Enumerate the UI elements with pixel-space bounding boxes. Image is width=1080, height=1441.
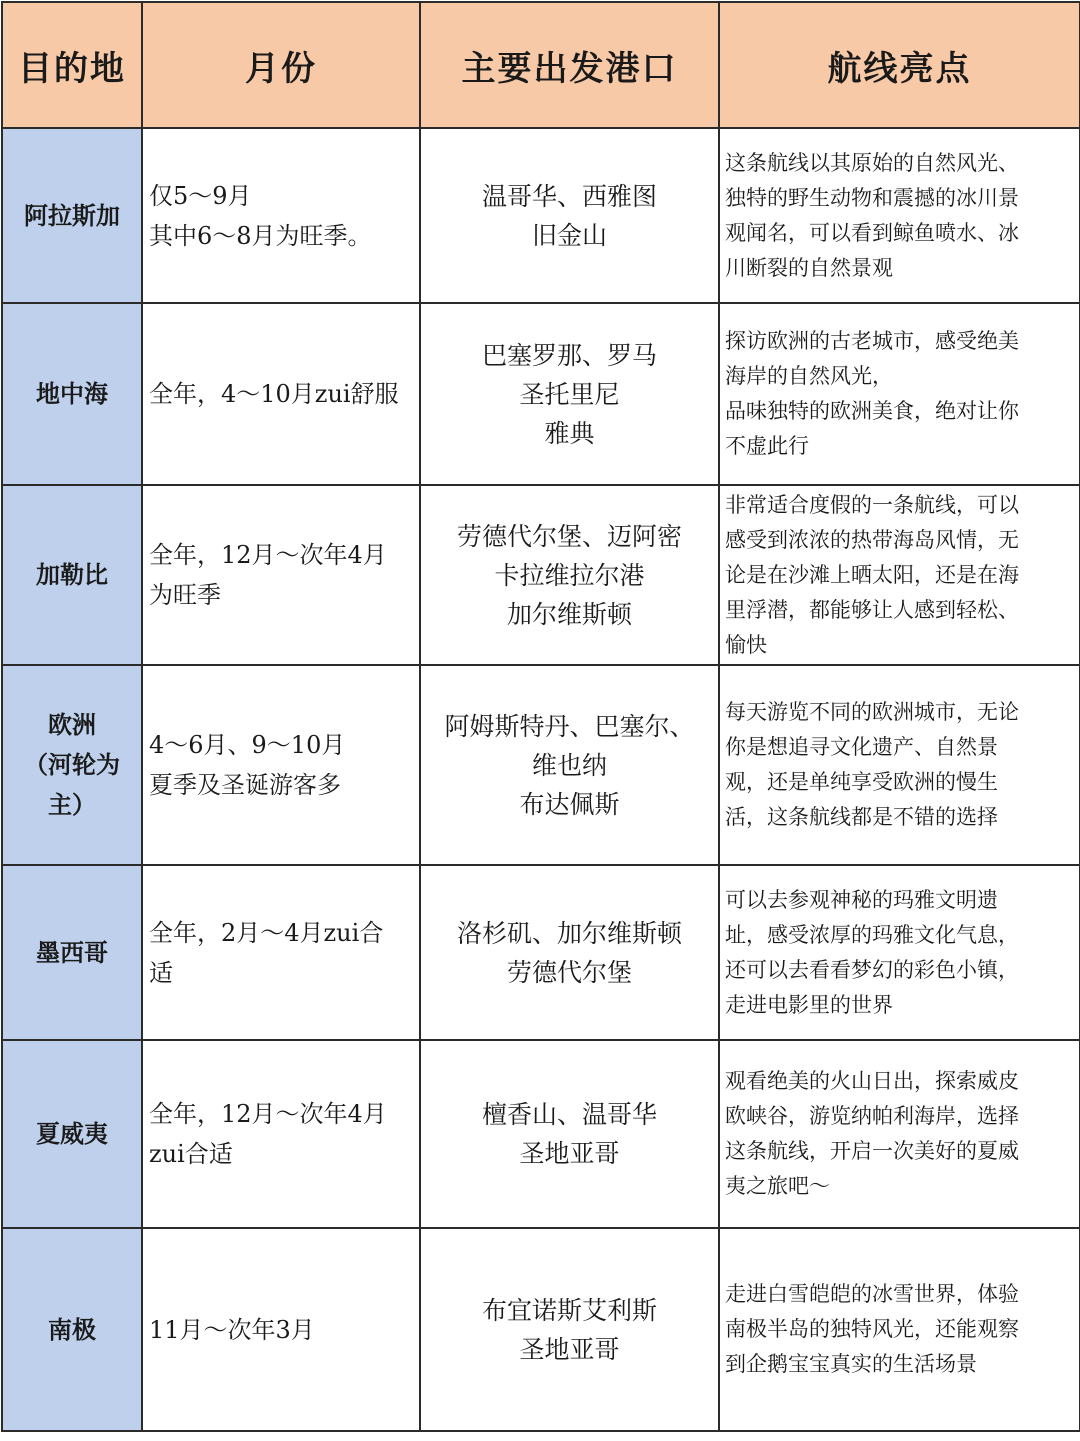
departure-ports-line: 劳德代尔堡	[506, 957, 632, 987]
route-highlights-line: 这条航线，开启一次美好的夏威	[725, 1139, 1019, 1163]
destination-line: 主）	[48, 790, 96, 819]
route-highlights-line: 你是想追寻文化遗产、自然景	[725, 735, 998, 759]
destination-line: 阿拉斯加	[24, 200, 120, 230]
destination-line: 夏威夷	[36, 1119, 108, 1148]
header-route-highlights: 航线亮点	[719, 2, 1080, 128]
month-line: 全年，12月～次年4月	[149, 1100, 387, 1128]
table-row	[2, 128, 1080, 303]
departure-ports-line: 阿姆斯特丹、巴塞尔、	[444, 711, 695, 741]
month-line: 仅5～9月	[149, 181, 252, 210]
departure-ports-cell	[420, 1040, 719, 1228]
route-highlights-line: 探访欧洲的古老城市，感受绝美	[725, 329, 1019, 353]
month-cell	[142, 485, 420, 665]
table-row	[2, 303, 1080, 485]
route-highlights-line: 感受到浓浓的热带海岛风情，无	[725, 527, 1019, 552]
route-highlights-line: 论是在沙滩上晒太阳，还是在海	[725, 562, 1019, 587]
table-row	[2, 485, 1080, 665]
destination-line: （河轮为	[24, 750, 120, 779]
table-row	[2, 865, 1080, 1040]
departure-ports-line: 洛杉矶、加尔维斯顿	[456, 918, 682, 948]
route-highlights-line: 里浮潜，都能够让人感到轻松、	[725, 597, 1019, 622]
route-highlights-line: 观闻名，可以看到鲸鱼喷水、冰	[725, 220, 1019, 245]
month-line: 适	[149, 958, 173, 987]
departure-ports-line: 卡拉维拉尔港	[494, 560, 645, 590]
departure-ports-line: 温哥华、西雅图	[481, 181, 657, 211]
month-cell	[142, 1040, 420, 1228]
route-highlights-line: 愉快	[725, 632, 767, 657]
route-highlights-line: 到企鹅宝宝真实的生活场景	[725, 1352, 977, 1376]
table-row	[2, 1040, 1080, 1228]
route-highlights-line: 观看绝美的火山日出，探索威皮	[725, 1069, 1019, 1093]
month-cell	[142, 128, 420, 303]
destination-line: 欧洲	[48, 710, 96, 739]
departure-ports-line: 圣托里尼	[519, 379, 620, 409]
month-line: 夏季及圣诞游客多	[149, 771, 341, 799]
destination-line: 南极	[48, 1314, 96, 1344]
table-row	[2, 1228, 1080, 1431]
month-cell	[142, 1228, 420, 1431]
month-line: 11月～次年3月	[149, 1315, 315, 1344]
route-highlights-line: 活，这条航线都是不错的选择	[725, 805, 998, 829]
month-line: 全年，2月～4月zui合	[149, 918, 384, 947]
header-row	[2, 2, 1080, 128]
route-highlights-cell	[719, 865, 1080, 1040]
departure-ports-line: 布宜诺斯艾利斯	[481, 1295, 657, 1325]
departure-ports-line: 檀香山、温哥华	[481, 1100, 657, 1129]
destination-cell	[2, 665, 142, 865]
table-row	[2, 665, 1080, 865]
cruise-route-table-page	[0, 1, 1080, 1441]
month-line: 4～6月、9～10月	[149, 731, 346, 759]
cruise-route-table	[1, 1, 1080, 1432]
departure-ports-cell	[420, 128, 719, 303]
route-highlights-line: 观，还是单纯享受欧洲的慢生	[725, 770, 998, 794]
departure-ports-line: 维也纳	[531, 750, 607, 780]
route-highlights-line: 欧峡谷，游览纳帕利海岸，选择	[725, 1104, 1019, 1128]
month-line: 全年，4～10月zui舒服	[149, 380, 399, 408]
departure-ports-line: 旧金山	[531, 220, 607, 250]
destination-line: 地中海	[36, 379, 108, 408]
destination-cell	[2, 128, 142, 303]
month-line: zui合适	[149, 1140, 233, 1168]
header-month: 月份	[142, 2, 420, 128]
route-highlights-cell	[719, 485, 1080, 665]
month-line: 为旺季	[149, 581, 221, 609]
month-line: 全年，12月～次年4月	[149, 541, 387, 569]
route-highlights-line: 址，感受浓厚的玛雅文化气息，	[725, 922, 1019, 947]
month-cell	[142, 665, 420, 865]
route-highlights-line: 非常适合度假的一条航线，可以	[725, 492, 1019, 517]
route-highlights-line: 走进白雪皑皑的冰雪世界，体验	[725, 1282, 1019, 1306]
destination-line: 加勒比	[36, 560, 108, 589]
route-highlights-line: 独特的野生动物和震撼的冰川景	[725, 185, 1019, 210]
route-highlights-cell	[719, 665, 1080, 865]
departure-ports-line: 布达佩斯	[519, 789, 620, 819]
destination-cell	[2, 485, 142, 665]
destination-cell	[2, 865, 142, 1040]
departure-ports-line: 雅典	[544, 418, 595, 448]
destination-cell	[2, 1040, 142, 1228]
departure-ports-line: 圣地亚哥	[519, 1334, 620, 1364]
departure-ports-line: 加尔维斯顿	[506, 599, 632, 629]
route-highlights-cell	[719, 303, 1080, 485]
route-highlights-line: 不虚此行	[725, 434, 809, 458]
route-highlights-line: 南极半岛的独特风光，还能观察	[725, 1317, 1019, 1341]
route-highlights-line: 这条航线以其原始的自然风光、	[725, 150, 1019, 175]
table-body	[2, 128, 1080, 1431]
departure-ports-cell	[420, 1228, 719, 1431]
month-cell	[142, 865, 420, 1040]
route-highlights-cell	[719, 1228, 1080, 1431]
destination-cell	[2, 1228, 142, 1431]
route-highlights-line: 走进电影里的世界	[725, 992, 893, 1017]
header-departure-ports: 主要出发港口	[420, 2, 719, 128]
departure-ports-cell	[420, 303, 719, 485]
departure-ports-cell	[420, 485, 719, 665]
destination-cell	[2, 303, 142, 485]
route-highlights-line: 可以去参观神秘的玛雅文明遗	[725, 887, 998, 912]
route-highlights-line: 夷之旅吧～	[725, 1174, 830, 1198]
route-highlights-cell	[719, 1040, 1080, 1228]
header-destination: 目的地	[2, 2, 142, 128]
departure-ports-line: 劳德代尔堡、迈阿密	[456, 521, 682, 551]
departure-ports-line: 巴塞罗那、罗马	[481, 340, 657, 370]
month-cell	[142, 303, 420, 485]
route-highlights-line: 还可以去看看梦幻的彩色小镇，	[725, 957, 1019, 982]
month-line: 其中6～8月为旺季。	[149, 221, 372, 250]
route-highlights-line: 海岸的自然风光，	[725, 364, 893, 388]
departure-ports-cell	[420, 665, 719, 865]
route-highlights-line: 川断裂的自然景观	[725, 255, 893, 280]
route-highlights-line: 品味独特的欧洲美食，绝对让你	[725, 399, 1019, 423]
destination-line: 墨西哥	[36, 937, 108, 967]
route-highlights-cell	[719, 128, 1080, 303]
departure-ports-line: 圣地亚哥	[519, 1139, 620, 1168]
departure-ports-cell	[420, 865, 719, 1040]
route-highlights-line: 每天游览不同的欧洲城市，无论	[725, 700, 1019, 724]
